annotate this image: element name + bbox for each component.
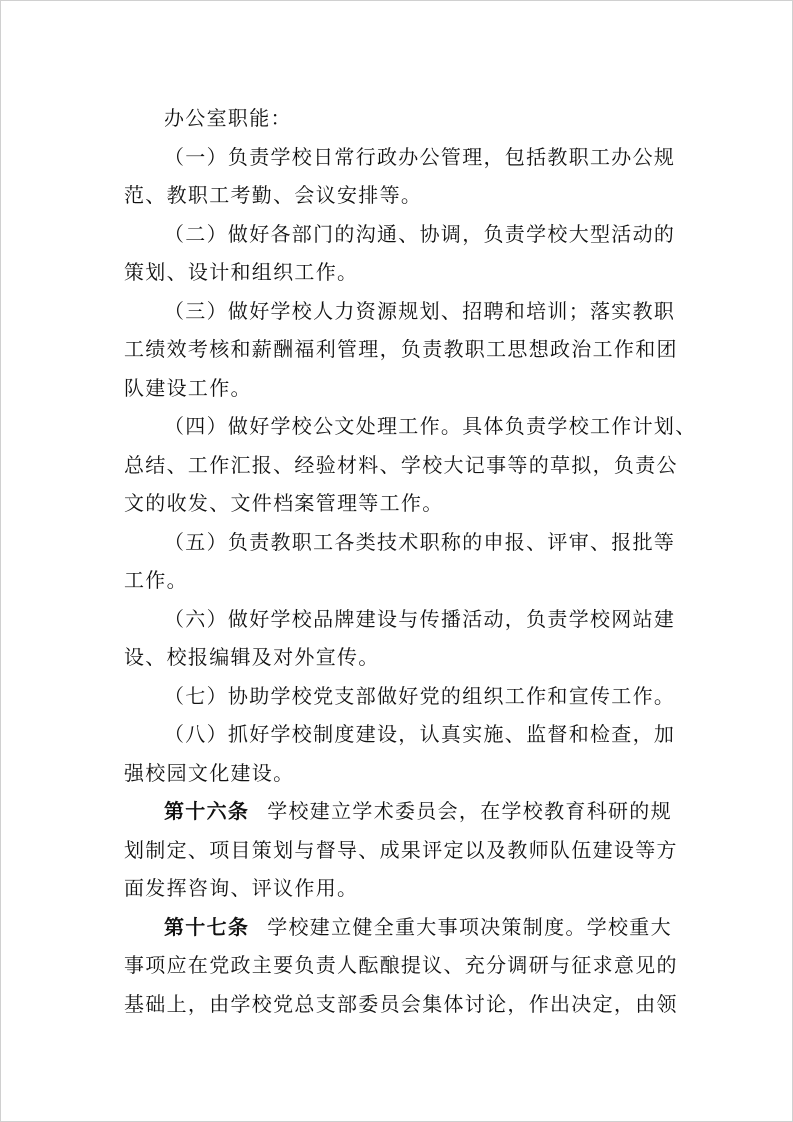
line: （五）负责教职工各类技术职称的申报、评审、报批等 bbox=[164, 529, 676, 554]
list-item bbox=[124, 138, 674, 215]
article-number: 第十七条 bbox=[164, 914, 250, 939]
section-heading bbox=[124, 99, 674, 138]
article-text: 学校建立健全重大事项决策制度。学校重大 bbox=[267, 914, 672, 939]
line: （一）负责学校日常行政办公管理，包括教职工办公规 bbox=[164, 144, 676, 169]
list-item bbox=[124, 407, 697, 523]
article-text: 学校建立学术委员会，在学校教育科研的规 bbox=[267, 799, 672, 823]
list-item bbox=[124, 600, 674, 677]
line: （七）协助学校党支部做好党的组织工作和宣传工作。 bbox=[164, 683, 676, 708]
line: 基础上，由学校党总支部委员会集体讨论，作出决定，由领 bbox=[124, 991, 678, 1016]
heading-text: 办公室职能： bbox=[164, 106, 292, 130]
line: （二）做好各部门的沟通、协调，负责学校大型活动的 bbox=[164, 221, 676, 246]
line: 工绩效考核和薪酬福利管理，负责教职工思想政治工作和团 bbox=[124, 337, 678, 361]
line: 工作。 bbox=[124, 568, 188, 592]
line bbox=[124, 792, 674, 831]
line: 总结、工作汇报、经验材料、学校大记事等的草拟，负责公 bbox=[124, 452, 678, 477]
article-number: 第十六条 bbox=[164, 799, 250, 823]
document-body bbox=[124, 99, 697, 1023]
line bbox=[124, 908, 674, 947]
list-item bbox=[124, 292, 678, 408]
line: （六）做好学校品牌建设与传播活动，负责学校网站建 bbox=[164, 606, 676, 631]
line: 范、教职工考勤、会议安排等。 bbox=[124, 183, 423, 207]
line: （四）做好学校公文处理工作。具体负责学校工作计划、 bbox=[164, 414, 697, 438]
article-16 bbox=[124, 792, 678, 908]
line: 划制定、项目策划与督导、成果评定以及教师队伍建设等方 bbox=[124, 837, 678, 862]
list-item bbox=[124, 523, 674, 600]
line: 文的收发、文件档案管理等工作。 bbox=[124, 491, 444, 515]
line: （八）抓好学校制度建设，认真实施、监督和检查，加 bbox=[164, 722, 676, 746]
line: 面发挥咨询、评议作用。 bbox=[124, 876, 359, 900]
line: 策划、设计和组织工作。 bbox=[124, 260, 359, 284]
list-item bbox=[124, 215, 674, 292]
list-item bbox=[124, 715, 674, 792]
line: （三）做好学校人力资源规划、招聘和培训；落实教职 bbox=[164, 298, 676, 323]
line: 设、校报编辑及对外宣传。 bbox=[124, 645, 380, 669]
line: 强校园文化建设。 bbox=[124, 760, 295, 785]
line: 队建设工作。 bbox=[124, 375, 252, 400]
line: 事项应在党政主要负责人酝酿提议、充分调研与征求意见的 bbox=[124, 953, 678, 977]
list-item bbox=[124, 677, 674, 716]
article-17 bbox=[124, 908, 678, 1024]
